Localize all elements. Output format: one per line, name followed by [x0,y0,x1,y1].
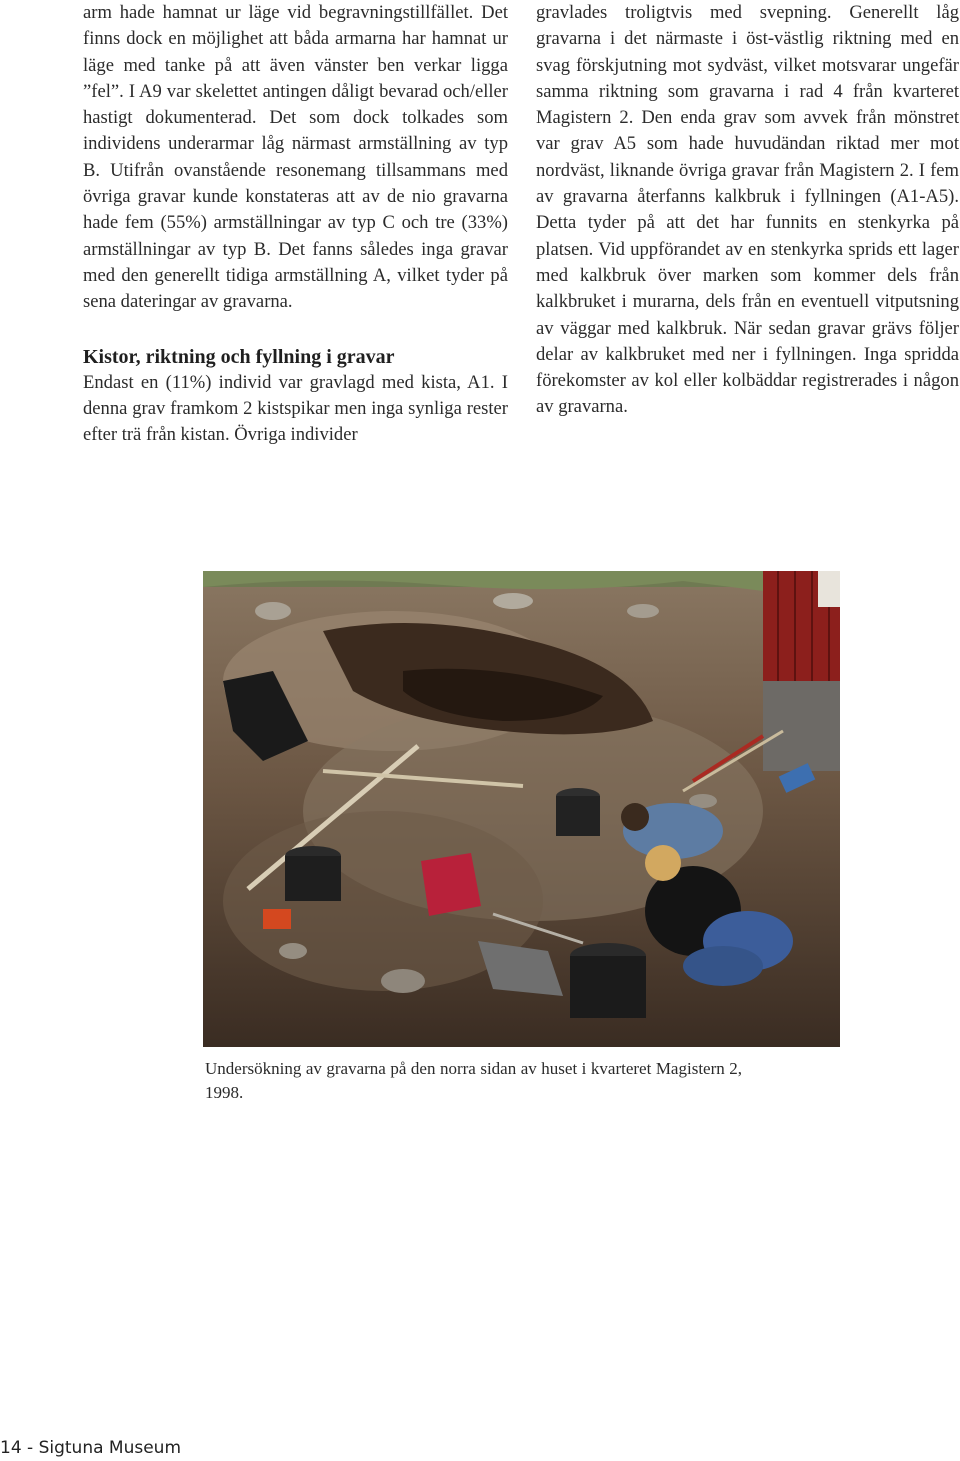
excavation-photo-illustration [203,571,840,1047]
body-paragraph: arm hade hamnat ur läge vid begravningstillfället. Det finns dock en möjlighet att båda armarna har hamnat ur läge med tanke på att även vänster ben verkar ligga ”fel”. I A9 var skelettet antingen dåligt bevarad och/eller hastigt dokumenterad. Det som dock tolkades som individens underarmar låg närmast armställning av typ B. Utifrån ovanstående resonemang tillsammans med övriga gravar kunde konstateras att av de nio gravarna hade fem (55%) armställningar av typ C och tre (33%) armställningar av typ B. Det fanns således inga gravar med den generellt tidiga armställning A, vilket tyder på sena dateringar av gravarna. [83,2,508,313]
body-paragraph: Endast en (11%) individ var gravlagd med kista, A1. I denna grav framkom 2 kistspikar men inga synliga rester efter trä från kistan. Övriga individer [83,371,508,446]
page-footer: 14 - Sigtuna Museum [0,1438,182,1458]
body-paragraph: gravlades troligtvis med svepning. Generellt låg gravarna i det närmaste i öst-västlig riktning med en svag förskjutning mot sydväst, vilket motsvarar ungefär samma riktning som gravarna i rad 4 från kvarteret Magistern 2. Den enda grav som avvek från mönstret var grav A5 som hade huvudändan riktad mer mot nordväst, liknande övriga gravar från Magistern 2. I fem av gravarna återfanns kalkbruk i fyllningen (A1-A5). Detta tyder på att det har funnits en stenkyrka på platsen. Vid uppförandet av en stenkyrka sprids ett lager med kalkbruk över marken som kommer dels från kalkbruket i murarna, dels från en eventuell vitputsning av väggar med kalkbruk. När sedan gravar grävs följer delar av kalkbruket med ner i fyllningen. Inga spridda förekomster av kol eller kolbäddar registrerades i någon av gravarna. [536,2,959,418]
excavation-photo [203,571,840,1047]
right-column [536,0,959,421]
figure-caption: Undersökning av gravarna på den norra sidan av huset i kvarteret Magistern 2, 1998. [205,1059,742,1102]
left-column [83,0,508,448]
section-heading: Kistor, riktning och fyllning i gravar [83,345,395,368]
